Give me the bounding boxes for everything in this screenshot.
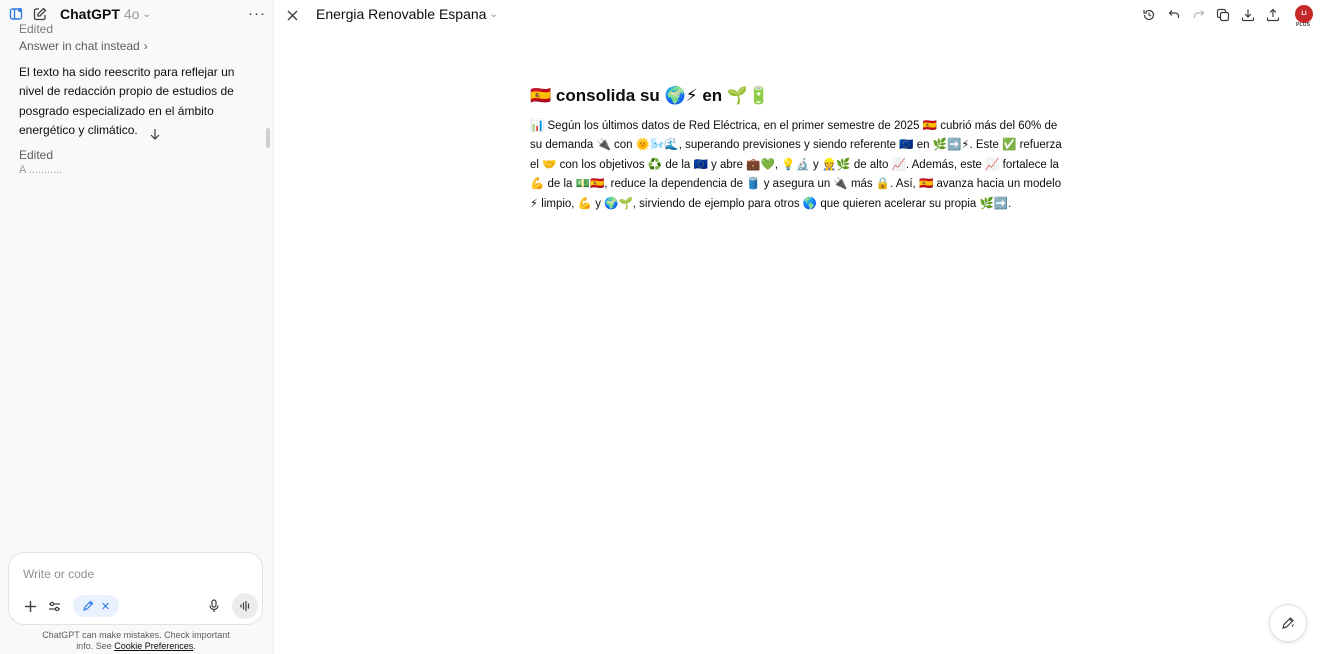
undo-icon[interactable] (1164, 5, 1184, 25)
canvas-pen-icon (82, 600, 94, 612)
disclaimer (40, 630, 232, 652)
edited-label: Edited (19, 148, 54, 162)
document-heading: 🇪🇸 consolida su 🌍⚡ en 🌱🔋 (530, 86, 770, 105)
document-paragraph: 📊 Según los últimos datos de Red Eléctrica, en el primer semestre de 2025 🇪🇸 cubrió más del 60% de su demanda 🔌 con 🌞🌬️🌊, superando previsiones y siendo referente 🇪🇺 en 🌿➡️⚡. Este ✅ refuerza el 🤝 con los objetivos ♻️ de la 🇪🇺 y abre 💼💚, 💡🔬 y 👷🌿 de alto 📈. Además, este 📈 fortalece la 💪 de la 💵🇪🇸, reduce la dependencia de 🛢️ y asegura un 🔌 más 🔒. Así, 🇪🇸 avanza hacia un modelo ⚡ limpio, 💪 y 🌍🌱, sirviendo de ejemplo para otros 🌎 que quieren acelerar su propia 🌿➡️. (530, 120, 1062, 210)
faded-message-preview: A ........... (19, 164, 63, 176)
avatar[interactable]: LI (1295, 5, 1313, 23)
plan-badge: PLUS (1296, 22, 1311, 28)
more-options-icon[interactable]: ··· (248, 5, 266, 22)
composer (8, 552, 263, 625)
canvas-header (274, 0, 1326, 30)
canvas-tool-chip[interactable] (73, 595, 119, 617)
tools-sliders-icon[interactable] (45, 597, 63, 615)
answer-in-chat-label: Answer in chat instead (19, 39, 140, 53)
voice-mode-button[interactable] (232, 593, 258, 619)
sidebar-toggle-icon[interactable] (6, 4, 26, 24)
disclaimer-text: ChatGPT can make mistakes. Check important info. See (42, 630, 230, 651)
model-name: ChatGPT (60, 6, 120, 22)
canvas-document[interactable] (530, 85, 1070, 214)
edited-label-top: Edited (19, 22, 54, 36)
chat-pane (0, 0, 274, 654)
model-version: 4o (123, 6, 140, 22)
canvas-title[interactable] (316, 6, 498, 22)
chat-message-area (19, 22, 249, 176)
answer-in-chat-link[interactable] (19, 39, 148, 53)
edit-suggestions-button[interactable] (1269, 604, 1307, 642)
chevron-down-icon: ⌄ (142, 9, 151, 20)
download-icon[interactable] (1238, 5, 1258, 25)
remove-tool-icon[interactable]: ✕ (100, 600, 111, 613)
share-icon[interactable] (1263, 5, 1283, 25)
history-icon[interactable] (1139, 5, 1159, 25)
scroll-down-icon[interactable] (146, 126, 164, 144)
microphone-icon[interactable] (205, 597, 223, 615)
scrollbar-handle[interactable] (266, 128, 270, 148)
close-icon[interactable] (282, 5, 302, 25)
copy-icon[interactable] (1213, 5, 1233, 25)
plus-icon[interactable] (21, 597, 39, 615)
disclaimer-end: . (193, 641, 196, 651)
assistant-message: El texto ha sido reescrito para reflejar un nivel de redacción propio de estudios de posgrado especializado en el ámbito energético y climático. (19, 65, 235, 137)
cookie-preferences-link[interactable]: Cookie Preferences (114, 641, 194, 651)
composer-input[interactable] (23, 565, 243, 583)
new-chat-icon[interactable] (30, 4, 50, 24)
canvas-title-label: Energia Renovable Espana (316, 6, 487, 22)
chevron-down-icon: ⌄ (489, 9, 498, 20)
voice-waveform-icon (239, 600, 251, 612)
redo-icon[interactable] (1189, 5, 1209, 25)
model-selector[interactable] (60, 6, 151, 22)
edit-pencil-icon (1281, 616, 1295, 630)
chevron-right-icon: › (143, 39, 148, 53)
